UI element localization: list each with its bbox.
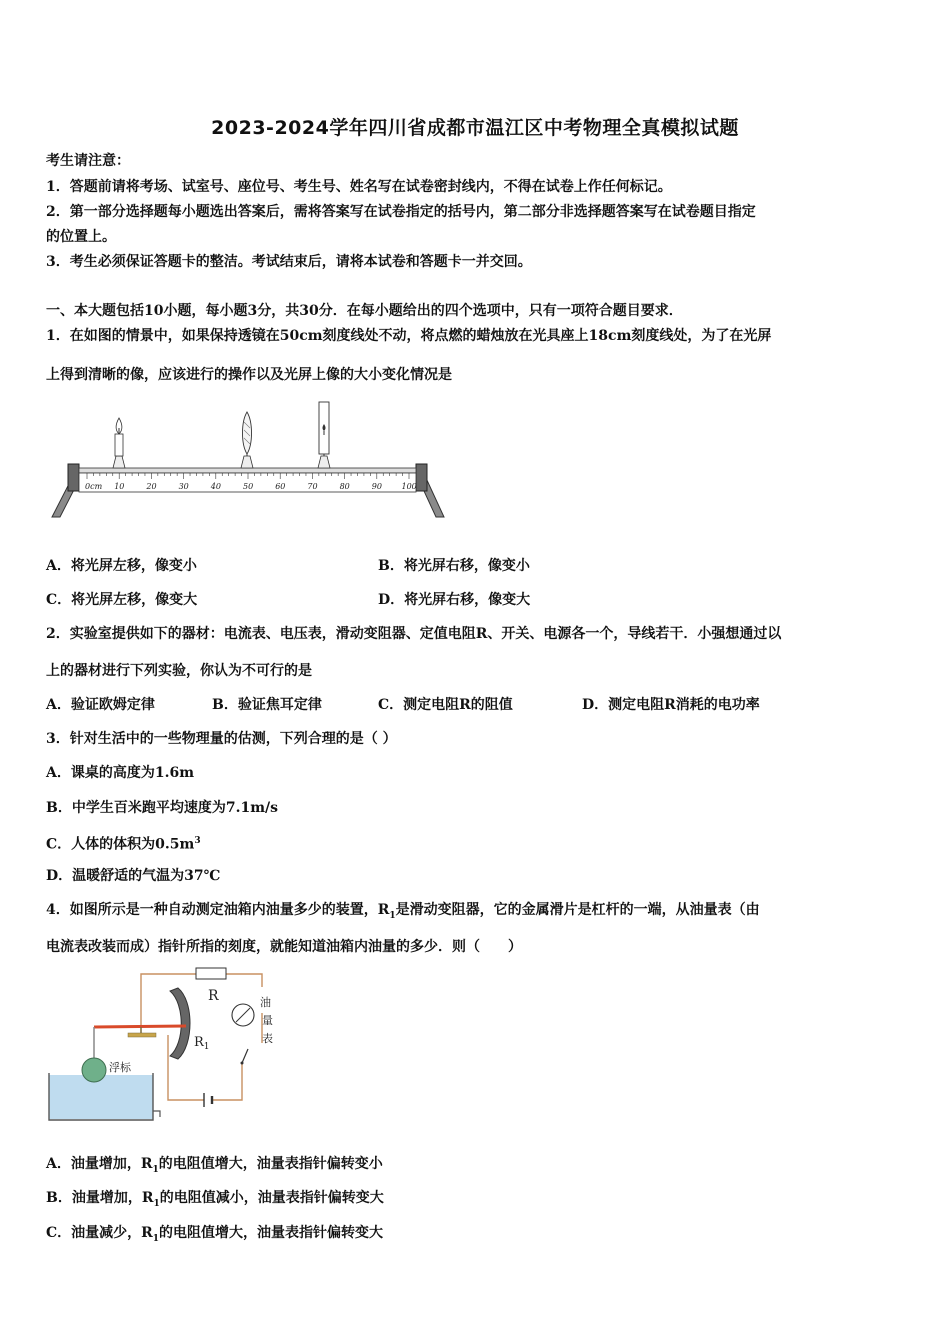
rheostat-r1-label: $R_1$	[194, 1035, 210, 1052]
q1-option-a: A．将光屏左移，像变小	[46, 558, 197, 574]
float-ball	[82, 1058, 106, 1082]
q4-option-a: A．油量增加，$R_1$的电阻值增大，油量表指针偏转变小	[46, 1156, 383, 1175]
bench-tick-label: 80	[339, 482, 350, 491]
notice-item-2-cont: 的位置上。	[46, 229, 116, 245]
q2-option-a: A．验证欧姆定律	[46, 697, 155, 713]
convex-lens	[241, 412, 253, 468]
bench-tick-label: 60	[275, 482, 286, 491]
bench-tick-label: 20	[146, 482, 157, 491]
resistor-r-label: R	[208, 988, 219, 1004]
bench-tick-label: 90	[371, 482, 382, 491]
q1-option-c: C．将光屏左移，像变大	[46, 592, 198, 608]
q4-option-c: C．油量减少，$R_1$的电阻值增大，油量表指针偏转变大	[46, 1225, 384, 1244]
bench-left-end	[68, 464, 79, 491]
notice-heading: 考生请注意：	[46, 153, 130, 169]
candle	[113, 418, 125, 468]
q2-option-d: D．测定电阻R消耗的电功率	[582, 697, 760, 713]
q3-option-c: C．人体的体积为$0.5m^3$	[46, 836, 201, 853]
bench-tick-label: 50	[243, 482, 254, 491]
optical-bench-figure	[46, 398, 456, 523]
q1-stem: 1．在如图的情景中，如果保持透镜在50cm刻度线处不动，将点燃的蜡烛放在光具座上18cm刻度线处，为了在光屏	[46, 328, 772, 344]
lever-arm	[94, 1026, 186, 1027]
q3-option-a: A．课桌的高度为1.6m	[46, 765, 195, 781]
bench-tick-label: 40	[210, 482, 221, 491]
q2-stem: 2．实验室提供如下的器材：电流表、电压表，滑动变阻器、定值电阻R、开关、电源各一个，导线若干．小强想通过以	[46, 626, 782, 642]
q1-option-b: B．将光屏右移，像变小	[378, 558, 530, 574]
q3-option-d: D．温暖舒适的气温为37℃	[46, 868, 221, 884]
bench-unit-label: 0cm	[85, 482, 103, 491]
bench-right-end	[416, 464, 427, 491]
meter-label-1: 油	[260, 996, 271, 1009]
q3-stem: 3．针对生活中的一些物理量的估测，下列合理的是（ ）	[46, 731, 397, 747]
meter-label-3: 表	[262, 1032, 273, 1045]
oil-gauge-figure	[46, 963, 296, 1133]
q4-stem: 4．如图所示是一种自动测定油箱内油量多少的装置，$R_1$是滑动变阻器，它的金属滑片是杠杆的一端，从油量表（由	[46, 902, 760, 921]
q2-option-b: B．验证焦耳定律	[212, 697, 322, 713]
bench-tick-label: 100	[401, 482, 417, 491]
q2-stem-cont: 上的器材进行下列实验，你认为不可行的是	[46, 663, 312, 679]
q3-option-b: B．中学生百米跑平均速度为7.1m/s	[46, 800, 278, 816]
switch	[242, 1049, 248, 1063]
float-label: 浮标	[109, 1061, 131, 1074]
rheostat-r1	[170, 988, 190, 1059]
q1-option-d: D．将光屏右移，像变大	[378, 592, 531, 608]
lever-pivot	[128, 1033, 156, 1037]
notice-item-2: 2．第一部分选择题每小题选出答案后，需将答案写在试卷指定的括号内，第二部分非选择题答案写在试卷题目指定	[46, 204, 756, 220]
q1-stem-cont: 上得到清晰的像，应该进行的操作以及光屏上像的大小变化情况是	[46, 367, 452, 383]
oil-level	[49, 1075, 153, 1119]
resistor-r	[196, 968, 226, 979]
exam-title: 2023-2024学年四川省成都市温江区中考物理全真模拟试题	[211, 117, 739, 139]
bench-rail	[79, 468, 416, 473]
q4-option-b: B．油量增加，$R_1$的电阻值减小，油量表指针偏转变大	[46, 1190, 384, 1209]
section-1-heading: 一、本大题包括10小题，每小题3分，共30分．在每小题给出的四个选项中，只有一项符合题目要求．	[46, 303, 683, 319]
meter-label-2: 量	[262, 1014, 273, 1027]
q2-option-c: C．测定电阻R的阻值	[378, 697, 513, 713]
tank-tap	[153, 1111, 160, 1117]
bench-tick-label: 10	[114, 482, 125, 491]
bench-tick-label: 30	[178, 482, 189, 491]
light-screen	[318, 402, 330, 468]
bench-tick-label: 70	[307, 482, 318, 491]
notice-item-1: 1．答题前请将考场、试室号、座位号、考生号、姓名写在试卷密封线内，不得在试卷上作任何标记。	[46, 179, 672, 195]
q4-stem-cont: 电流表改装而成）指针所指的刻度，就能知道油箱内油量的多少．则（ ）	[46, 939, 522, 955]
notice-item-3: 3．考生必须保证答题卡的整洁。考试结束后，请将本试卷和答题卡一并交回。	[46, 254, 532, 270]
